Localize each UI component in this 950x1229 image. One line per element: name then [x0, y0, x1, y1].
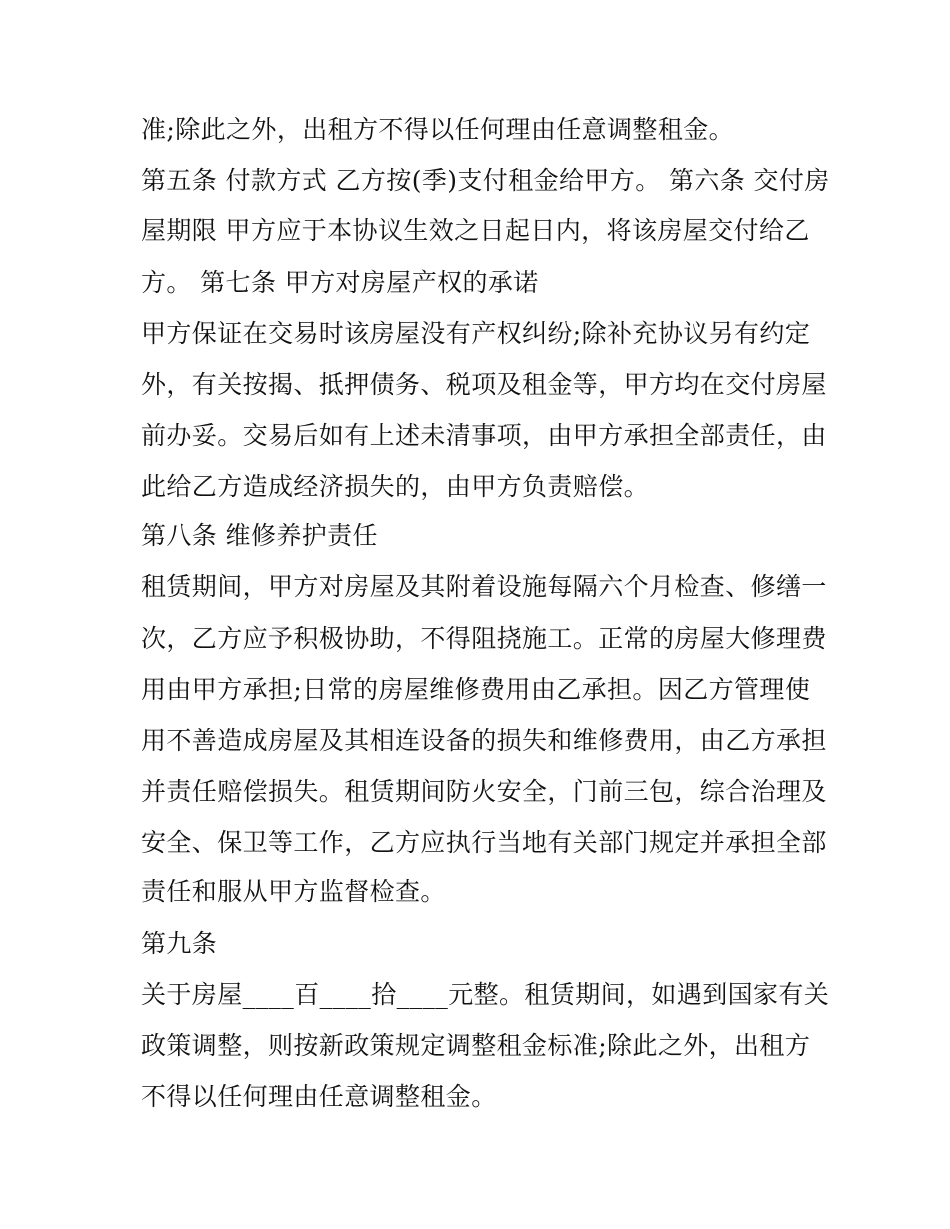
text-line: 安全、保卫等工作，乙方应执行当地有关部门规定并承担全部: [141, 828, 827, 857]
text-line: 准;除此之外，出租方不得以任何理由任意调整租金。: [141, 115, 735, 144]
text-line: 方。 第七条 甲方对房屋产权的承诺: [141, 268, 539, 297]
text-line: 甲方保证在交易时该房屋没有产权纠纷;除补充协议另有约定: [141, 319, 811, 348]
section-heading: 第八条 维修养护责任: [141, 521, 378, 550]
text-line: 此给乙方造成经济损失的，由甲方负责赔偿。: [141, 472, 650, 501]
text-line: 次，乙方应予积极协助，不得阻挠施工。正常的房屋大修理费: [141, 624, 827, 653]
text-line: 并责任赔偿损失。租赁期间防火安全，门前三包，综合治理及: [141, 777, 827, 806]
text-line: 关于房屋____百____拾____元整。租赁期间，如遇到国家有关: [141, 980, 830, 1009]
text-line: 不得以任何理由任意调整租金。: [141, 1082, 497, 1111]
text-line: 责任和服从甲方监督检查。: [141, 877, 446, 906]
text-line: 第五条 付款方式 乙方按(季)支付租金给甲方。 第六条 交付房: [141, 166, 830, 195]
text-line: 政策调整，则按新政策规定调整租金标准;除此之外，出租方: [141, 1031, 811, 1060]
text-line: 用不善造成房屋及其相连设备的损失和维修费用，由乙方承担: [141, 726, 827, 755]
section-heading: 第九条: [141, 929, 218, 958]
text-line: 用由甲方承担;日常的房屋维修费用由乙承担。因乙方管理使: [141, 675, 811, 704]
text-line: 外，有关按揭、抵押债务、税项及租金等，甲方均在交付房屋: [141, 370, 827, 399]
text-line: 前办妥。交易后如有上述未清事项，由甲方承担全部责任，由: [141, 421, 827, 450]
text-line: 屋期限 甲方应于本协议生效之日起日内，将该房屋交付给乙: [141, 216, 810, 245]
text-line: 租赁期间，甲方对房屋及其附着设施每隔六个月检查、修缮一: [141, 572, 827, 601]
